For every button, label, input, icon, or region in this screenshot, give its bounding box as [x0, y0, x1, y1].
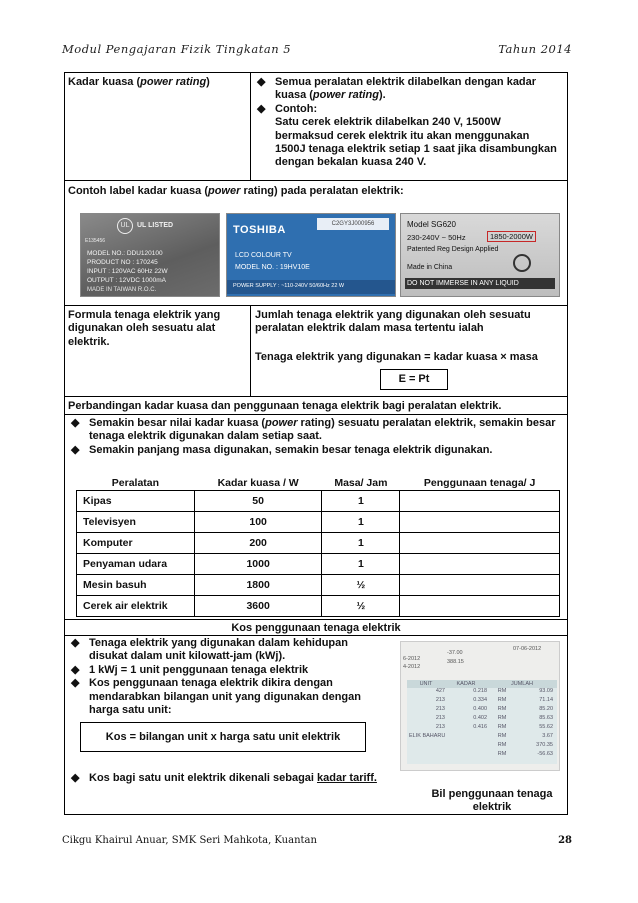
time-cell: ½ — [322, 595, 400, 616]
time-cell: 1 — [322, 490, 400, 511]
kettle-model: Model SG620 — [407, 220, 456, 229]
footer-author: Cikgu Khairul Anuar, SMK Seri Mahkota, Kuantan — [62, 835, 317, 846]
electricity-bill-photo — [400, 641, 560, 771]
power-cell: 3600 — [194, 595, 322, 616]
diamond-bullet-icon: ◆ — [71, 772, 80, 784]
table-header: Kadar kuasa / W — [217, 476, 299, 489]
adaptor-line-6: MADE IN TAIWAN R.O.C. — [87, 287, 157, 293]
cost-bullet-4: ◆ Kos bagi satu unit elektrik dikenali sebagai kadar tariff. — [71, 772, 377, 784]
table-row — [77, 595, 560, 616]
formula-description: Jumlah tenaga elektrik yang digunakan oleh sesuatu peralatan elektrik dalam masa tertentu ialah — [255, 309, 531, 335]
bill-row: 213 0.334 RM 71.14 — [435, 697, 553, 703]
bill-text-2: -37.00 — [447, 650, 463, 656]
bill-row: RM 370.35 — [497, 742, 553, 748]
label-examples-heading: Contoh label kadar kuasa (power rating) pada peralatan elektrik: — [68, 185, 404, 197]
energy-cell — [400, 490, 560, 511]
bill-text-5: 388.15 — [447, 659, 464, 665]
bill-row: 213 0.416 RM 55.62 — [435, 724, 553, 730]
formula-label-cell — [64, 305, 251, 397]
appliance-cell: Penyaman udara — [77, 553, 195, 574]
bill-row: 213 0.400 RM 85.20 — [435, 706, 553, 712]
module-year: Tahun 2014 — [498, 42, 572, 56]
power-cell: 1800 — [194, 574, 322, 595]
page-footer — [62, 835, 572, 846]
energy-cell — [400, 511, 560, 532]
bill-text-3: 07-06-2012 — [513, 646, 542, 652]
bill-col: UNIT — [419, 681, 433, 687]
kettle-power-rating: 1850-2000W — [487, 231, 536, 242]
bill-row: ELIK BAHARU RM 3.67 — [409, 733, 553, 739]
bill-text-4: 4-2012 — [403, 664, 421, 670]
ul-listed-text: UL LISTED — [137, 222, 174, 229]
appliance-cell: Mesin basuh — [77, 574, 195, 595]
adaptor-line-1: E135456 — [85, 238, 106, 244]
comparison-bullet-2: ◆ Semakin panjang masa digunakan, semakin besar tenaga elektrik digunakan. — [71, 443, 493, 456]
energy-cell — [400, 595, 560, 616]
certification-mark-icon — [513, 254, 531, 272]
diamond-bullet-icon: ◆ — [257, 76, 266, 88]
page-header — [62, 42, 572, 58]
tariff-term: kadar tariff. — [317, 772, 377, 784]
diamond-bullet-icon: ◆ — [71, 637, 80, 649]
bill-col: KADAR — [456, 681, 476, 687]
adaptor-line-2: MODEL NO.: DDU120100 — [87, 250, 163, 257]
cost-heading-cell — [64, 619, 568, 636]
table-row — [77, 532, 560, 553]
comparison-bullet-1: ◆ Semakin besar nilai kadar kuasa (power rating) sesuatu peralatan elektrik, semakin besar tenaga elektrik digunakan dalam setiap saat. — [71, 417, 556, 443]
power-rating-bullet-1: ◆ Semua peralatan elektrik dilabelkan dengan kadar kuasa (power rating). — [257, 76, 537, 102]
bill-table — [407, 680, 557, 764]
diamond-bullet-icon: ◆ — [71, 677, 80, 690]
kettle-patent: Patented Reg Design Applied — [407, 246, 499, 253]
appliance-cell: Komputer — [77, 532, 195, 553]
cost-bullet-2: ◆ 1 kWj = 1 unit penggunaan tenaga elektrik — [71, 663, 309, 676]
adaptor-label-photo — [80, 213, 220, 297]
table-row — [77, 553, 560, 574]
table-header-row — [77, 476, 560, 490]
toshiba-brand: TOSHIBA — [233, 224, 286, 236]
diamond-bullet-icon: ◆ — [71, 417, 80, 429]
toshiba-line-2: MODEL NO. : 19HV10E — [235, 264, 310, 271]
appliance-cell: Cerek air elektrik — [77, 595, 195, 616]
cost-bullet-3: ◆ Kos penggunaan tenaga elektrik dikira dengan mendarabkan bilangan unit yang digunakan dengan harga satu unit: — [71, 677, 361, 717]
cost-heading: Kos penggunaan tenaga elektrik — [231, 622, 401, 634]
bill-row: RM -56.63 — [497, 751, 553, 757]
table-header: Penggunaan tenaga/ J — [423, 476, 536, 489]
module-title: Modul Pengajaran Fizik Tingkatan 5 — [62, 42, 292, 56]
comparison-heading: Perbandingan kadar kuasa dan penggunaan tenaga elektrik bagi peralatan elektrik. — [68, 400, 502, 412]
table-header: Masa/ Jam — [334, 476, 388, 489]
toshiba-line-1: LCD COLOUR TV — [235, 252, 292, 259]
energy-formula-box: E = Pt — [380, 369, 448, 390]
time-cell: 1 — [322, 532, 400, 553]
toshiba-line-3: POWER SUPPLY : ~110-240V 50/60Hz 22 W — [233, 283, 345, 289]
page-number: 28 — [558, 835, 572, 846]
bill-text-1: 6-2012 — [403, 656, 421, 662]
energy-cell — [400, 574, 560, 595]
formula-label: Formula tenaga elektrik yang digunakan oleh sesuatu alat elektrik. — [68, 309, 221, 348]
power-usage-table — [76, 476, 560, 617]
energy-cell — [400, 553, 560, 574]
table-row — [77, 511, 560, 532]
time-cell: ½ — [322, 574, 400, 595]
power-cell: 1000 — [194, 553, 322, 574]
comparison-heading-cell — [64, 396, 568, 415]
table-header: Peralatan — [111, 476, 160, 489]
power-cell: 100 — [194, 511, 322, 532]
kettle-voltage: 230-240V ~ 50Hz — [407, 233, 466, 242]
toshiba-serial: C2GY3J000956 — [317, 218, 389, 230]
diamond-bullet-icon: ◆ — [71, 663, 80, 676]
power-rating-bullet-2: ◆ Contoh: Satu cerek elektrik dilabelkan 240 V, 1500W bermaksud cerek elektrik itu akan menggunakan 1500J tenaga elektrik setiap 1 saat jika disambungkan dengan bekalan kuasa 240 V. — [257, 102, 557, 169]
appliance-cell: Televisyen — [77, 511, 195, 532]
power-rating-label-cell — [64, 72, 251, 181]
energy-equation: Tenaga elektrik yang digunakan = kadar kuasa × masa — [255, 351, 538, 363]
table-row — [77, 574, 560, 595]
ul-logo-icon: UL — [117, 218, 133, 234]
cost-bullet-1: ◆ Tenaga elektrik yang digunakan dalam kehidupan disukat dalam unit kilowatt-jam (kWj). — [71, 637, 348, 663]
power-rating-label: Kadar kuasa (power rating) — [68, 76, 210, 88]
adaptor-line-5: OUTPUT : 12VDC 1000mA — [87, 277, 166, 284]
power-rating-desc-cell — [250, 72, 568, 181]
time-cell: 1 — [322, 553, 400, 574]
energy-cell — [400, 532, 560, 553]
table-row — [77, 490, 560, 511]
kettle-label-photo — [400, 213, 560, 297]
diamond-bullet-icon: ◆ — [257, 102, 266, 115]
adaptor-line-3: PRODUCT NO : 170245 — [87, 259, 158, 266]
appliance-cell: Kipas — [77, 490, 195, 511]
power-cell: 200 — [194, 532, 322, 553]
bill-row: 427 0.218 RM 93.09 — [435, 688, 553, 694]
bill-row: 213 0.402 RM 85.63 — [435, 715, 553, 721]
cost-formula-box: Kos = bilangan unit x harga satu unit elektrik — [80, 722, 366, 752]
kettle-warning: DO NOT IMMERSE IN ANY LIQUID — [405, 278, 555, 289]
bill-caption: Bil penggunaan tenaga elektrik — [431, 788, 553, 814]
kettle-made-in: Made in China — [407, 264, 453, 271]
diamond-bullet-icon: ◆ — [71, 443, 80, 456]
power-cell: 50 — [194, 490, 322, 511]
bill-col: JUMLAH — [510, 681, 533, 687]
adaptor-line-4: INPUT : 120VAC 60Hz 22W — [87, 268, 168, 275]
time-cell: 1 — [322, 511, 400, 532]
toshiba-label-photo — [226, 213, 396, 297]
